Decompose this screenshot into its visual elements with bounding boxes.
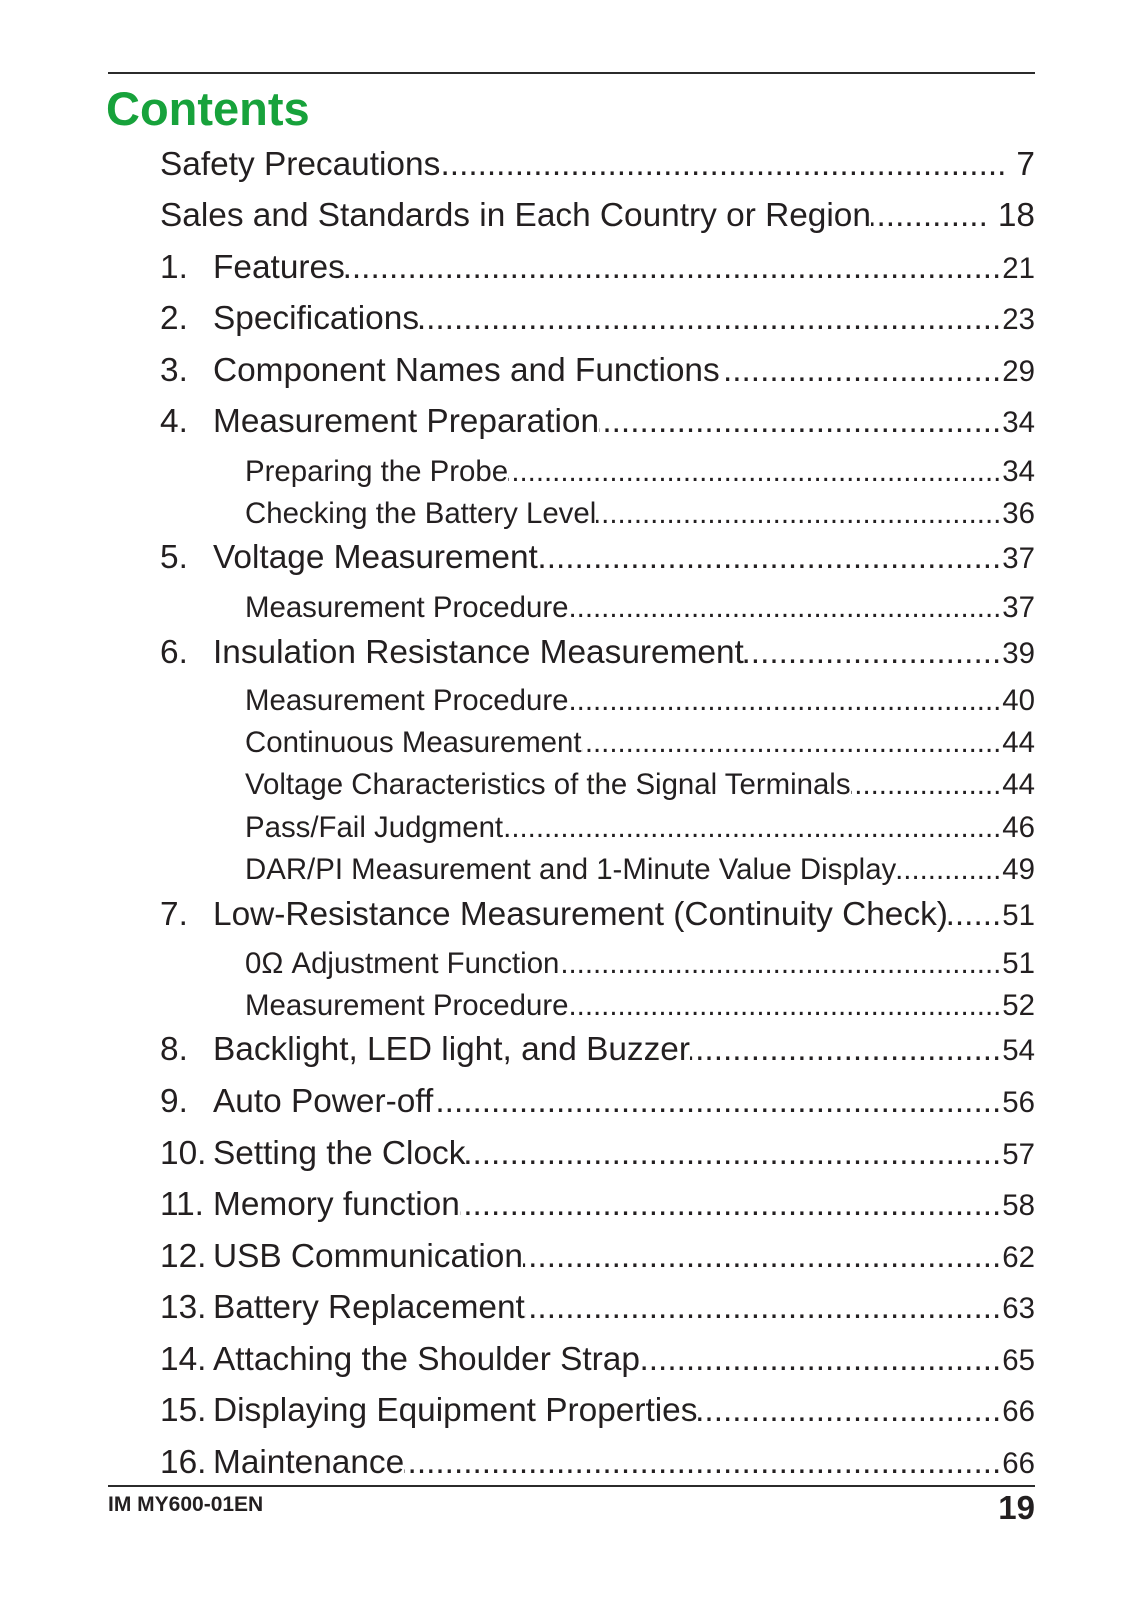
dot-leader — [640, 1340, 1002, 1380]
page-number: 66 — [1002, 1447, 1035, 1480]
page-ref — [1002, 988, 1035, 1024]
dot-leader — [744, 633, 1002, 673]
section-number: 8. — [160, 1031, 188, 1068]
toc-entry-insulation-resistance[interactable] — [160, 633, 1035, 673]
page-ref — [1002, 496, 1035, 532]
page-number: 21 — [1002, 252, 1035, 285]
dot-leader — [871, 196, 989, 236]
section-title: Safety Precautions — [160, 146, 441, 183]
footer-page-number: 19 — [998, 1489, 1035, 1526]
page-number: 65 — [1002, 1344, 1035, 1377]
toc-entry-sales-and-standards[interactable] — [160, 196, 1035, 236]
toc-entry-maintenance[interactable] — [160, 1443, 1035, 1483]
page-ref — [1002, 402, 1035, 442]
section-number: 6. — [160, 634, 188, 671]
section-title: Memory function — [213, 1186, 460, 1223]
toc-subentry-pass-fail-judgment[interactable] — [245, 810, 1035, 846]
page-ref — [1002, 1237, 1035, 1277]
section-title: Setting the Clock — [213, 1135, 466, 1172]
section-number: 14. — [160, 1341, 207, 1378]
page-number: 37 — [1002, 591, 1035, 624]
page-ref — [1007, 145, 1035, 185]
page-ref — [1002, 633, 1035, 673]
section-number: 13. — [160, 1289, 207, 1326]
dot-leader — [851, 767, 1003, 803]
page-number: 40 — [1002, 684, 1035, 717]
subsection-title: Preparing the Probe — [245, 455, 509, 488]
page-ref — [1002, 299, 1035, 339]
dot-leader — [419, 299, 1002, 339]
dot-leader — [582, 725, 1003, 761]
page-number: 44 — [1002, 726, 1035, 759]
page-ref — [1002, 946, 1035, 982]
toc-entry-setting-the-clock[interactable] — [160, 1134, 1035, 1174]
toc-entry-equipment-properties[interactable] — [160, 1391, 1035, 1431]
section-title: Sales and Standards in Each Country or Region — [160, 197, 871, 234]
toc-entry-features[interactable] — [160, 248, 1035, 288]
page-ref — [1002, 1185, 1035, 1225]
toc-entry-voltage-measurement[interactable] — [160, 538, 1035, 578]
section-title: Component Names and Functions — [213, 352, 720, 389]
page-number: 7 — [1016, 146, 1035, 183]
toc-subentry-checking-battery-level[interactable] — [245, 496, 1035, 532]
page-ref — [1002, 895, 1035, 935]
section-title: Attaching the Shoulder Strap — [213, 1341, 640, 1378]
page-ref — [1002, 538, 1035, 578]
page-number: 58 — [1002, 1189, 1035, 1222]
toc-entry-backlight-led-buzzer[interactable] — [160, 1030, 1035, 1070]
dot-leader — [508, 454, 1002, 490]
toc-entry-specifications[interactable] — [160, 299, 1035, 339]
page-number: 34 — [1002, 455, 1035, 488]
page-ref — [1002, 1391, 1035, 1431]
bottom-divider — [108, 1485, 1035, 1487]
subsection-title: DAR/PI Measurement and 1-Minute Value Display — [245, 853, 897, 886]
toc-entry-auto-power-off[interactable] — [160, 1082, 1035, 1122]
page-number: 34 — [1002, 406, 1035, 439]
page-number: 66 — [1002, 1395, 1035, 1428]
toc-entry-usb-communication[interactable] — [160, 1237, 1035, 1277]
toc-subentry-preparing-the-probe[interactable] — [245, 454, 1035, 490]
dot-leader — [720, 351, 1003, 391]
section-number: 5. — [160, 539, 188, 576]
section-number: 10. — [160, 1135, 207, 1172]
subsection-title: 0Ω Adjustment Function — [245, 947, 560, 980]
section-title: Insulation Resistance Measurement — [213, 634, 744, 671]
section-number: 12. — [160, 1238, 207, 1275]
toc-subentry-measurement-procedure[interactable] — [245, 988, 1035, 1024]
dot-leader — [525, 1288, 1002, 1328]
page-ref — [1002, 454, 1035, 490]
section-number: 15. — [160, 1392, 207, 1429]
page-number: 23 — [1002, 303, 1035, 336]
page-number: 62 — [1002, 1241, 1035, 1274]
page-ref — [989, 196, 1035, 236]
section-number: 16. — [160, 1444, 207, 1481]
section-number: 9. — [160, 1083, 188, 1120]
subsection-title: Measurement Procedure — [245, 684, 569, 717]
page-ref — [1002, 683, 1035, 719]
dot-leader — [568, 988, 1002, 1024]
page-number: 39 — [1002, 637, 1035, 670]
dot-leader — [568, 683, 1002, 719]
section-title: USB Communication — [213, 1238, 523, 1275]
dot-leader — [440, 145, 1007, 185]
section-title: Measurement Preparation — [213, 403, 600, 440]
section-title: Voltage Measurement — [213, 539, 538, 576]
dot-leader — [460, 1185, 1002, 1225]
toc-entry-safety-precautions[interactable] — [160, 145, 1035, 185]
dot-leader — [559, 946, 1002, 982]
page-ref — [1002, 590, 1035, 626]
section-title: Displaying Equipment Properties — [213, 1392, 698, 1429]
subsection-title: Continuous Measurement — [245, 726, 582, 759]
section-title: Specifications — [213, 300, 420, 337]
toc-subentry-continuous-measurement[interactable] — [245, 725, 1035, 761]
dot-leader — [345, 248, 1003, 288]
page-ref — [1002, 248, 1035, 288]
subsection-title: Measurement Procedure — [245, 591, 569, 624]
page-ref — [1002, 767, 1035, 803]
section-title: Backlight, LED light, and Buzzer — [213, 1031, 690, 1068]
section-number: 2. — [160, 300, 188, 337]
page-number: 52 — [1002, 989, 1035, 1022]
toc-subentry-measurement-procedure[interactable] — [245, 590, 1035, 626]
section-number: 11. — [160, 1186, 204, 1223]
section-number: 4. — [160, 403, 188, 440]
subsection-title: Pass/Fail Judgment — [245, 811, 504, 844]
dot-leader — [433, 1082, 1002, 1122]
dot-leader — [523, 1237, 1002, 1277]
toc-entry-component-names[interactable] — [160, 351, 1035, 391]
dot-leader — [596, 496, 1002, 532]
toc-entry-low-resistance-measurement[interactable] — [160, 895, 1035, 935]
page-ref — [1002, 1340, 1035, 1380]
page-ref — [1002, 1443, 1035, 1483]
page-ref — [1002, 1288, 1035, 1328]
toc-subentry-zero-ohm-adjustment[interactable] — [245, 946, 1035, 982]
page-number: 56 — [1002, 1086, 1035, 1119]
toc-entry-battery-replacement[interactable] — [160, 1288, 1035, 1328]
dot-leader — [896, 852, 1002, 888]
page-number: 37 — [1002, 542, 1035, 575]
page-ref — [1002, 1030, 1035, 1070]
page-number: 51 — [1002, 947, 1035, 980]
section-number: 3. — [160, 352, 188, 389]
dot-leader — [404, 1443, 1002, 1483]
subsection-title: Checking the Battery Level — [245, 497, 597, 530]
page-ref — [1002, 1082, 1035, 1122]
top-divider — [108, 72, 1035, 74]
dot-leader — [465, 1134, 1002, 1174]
page-ref — [1002, 1134, 1035, 1174]
dot-leader — [697, 1391, 1002, 1431]
dot-leader — [948, 895, 1002, 935]
page-number: 57 — [1002, 1138, 1035, 1171]
toc-subentry-dar-pi-measurement[interactable] — [245, 852, 1035, 888]
page-number: 29 — [1002, 355, 1035, 388]
subsection-title: Voltage Characteristics of the Signal Terminals — [245, 768, 851, 801]
contents-heading: Contents — [106, 82, 310, 135]
page-number: 63 — [1002, 1292, 1035, 1325]
page-number: 18 — [997, 197, 1035, 234]
page-number: 36 — [1002, 497, 1035, 530]
page-ref — [1002, 351, 1035, 391]
page-number: 54 — [1002, 1034, 1035, 1067]
section-title: Battery Replacement — [213, 1289, 525, 1326]
document-id: IM MY600-01EN — [108, 1493, 264, 1516]
page-ref — [1002, 810, 1035, 846]
section-title: Low-Resistance Measurement (Continuity Check) — [213, 896, 948, 933]
toc-entry-shoulder-strap[interactable] — [160, 1340, 1035, 1380]
section-number: 7. — [160, 896, 188, 933]
section-title: Auto Power-off — [213, 1083, 434, 1120]
dot-leader — [503, 810, 1002, 846]
subsection-title: Measurement Procedure — [245, 989, 569, 1022]
toc-subentry-voltage-characteristics[interactable] — [245, 767, 1035, 803]
dot-leader — [599, 402, 1002, 442]
section-number: 1. — [160, 249, 188, 286]
section-title: Features — [213, 249, 345, 286]
page-number: 51 — [1002, 899, 1035, 932]
dot-leader — [538, 538, 1002, 578]
toc-entry-memory-function[interactable] — [160, 1185, 1035, 1225]
page-ref — [1002, 852, 1035, 888]
page-number: 46 — [1002, 811, 1035, 844]
dot-leader — [568, 590, 1002, 626]
section-title: Maintenance — [213, 1444, 405, 1481]
page-ref — [1002, 725, 1035, 761]
toc-subentry-measurement-procedure[interactable] — [245, 683, 1035, 719]
page-number: 44 — [1002, 768, 1035, 801]
dot-leader — [690, 1030, 1002, 1070]
page-number: 49 — [1002, 853, 1035, 886]
toc-entry-measurement-preparation[interactable] — [160, 402, 1035, 442]
